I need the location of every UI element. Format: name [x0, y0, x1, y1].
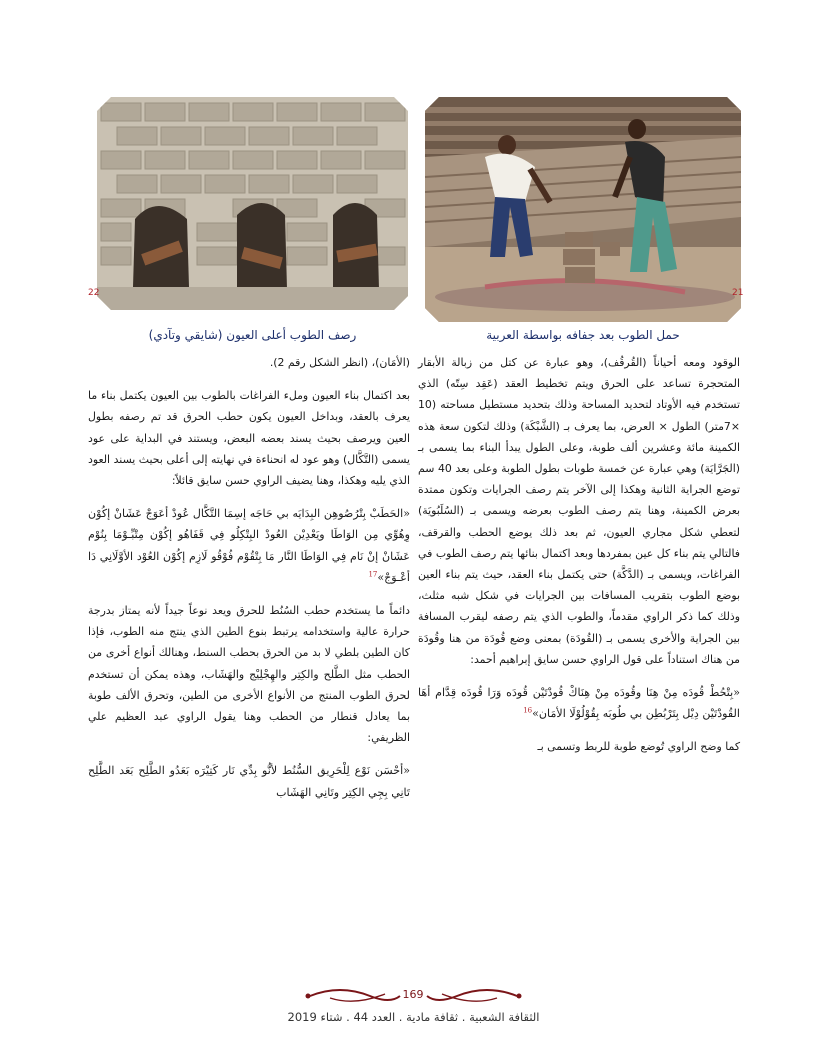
page-number: 169: [402, 988, 424, 1001]
right-poem-text: «بِتْحُطْ قُودَه مِنْ هِنَا وقُودَه مِنْ هِنَاكْ قُودْتَيْن قُودَه وَرَا قُودَه قِدَّام أهَا القُودْتَيْن دِيْل بِتَرْبُطِن بي طُوبَه بِقُوْلُوْلَا الأمَان»: [418, 686, 740, 721]
left-poem-quote-2: «أحْسَن نَوْع لِلْحَرِيق السُّنُط لأنُّو بِدِّي نَار كَتِيْرَه بَعَدُو الطَّلِح بَعَد الطَّلِح تَانِي بِجِي الكِتِر وتَانِي الهَشَاب: [88, 764, 410, 799]
left-paragraph-1: (الأمَان)، (انظر الشكل رقم 2).: [269, 356, 410, 369]
left-poem-1-text: «الحَطَبْ بِتْرُصُوهِن البِدَايَه بي حَاجَه إسِمَا التَّكَّال عُودْ أعَوَجْ عَشَانْ إكُوْن وِهُوِّي مِن الوَاطَا ويَعْدِيْن العُودْ البِتْكِلُو فِي قَفَاهُو إكُوْن مِتْبِّـوْمَا بِنُوْم عَشَانْ إنْ نَام فِي الوَاطَا النَّار مَا بِتْقُوْم فُوْقُو لَازِم إكُوْن العُوْد الأوَّلَانِي دَا أعْـوَجْ»: [88, 507, 410, 584]
right-text-column: [418, 352, 740, 758]
brick-kiln-image: [97, 97, 408, 310]
left-paragraph-3: دائماً ما يستخدم حطب السُنُط للحرق ويعد نوعاً جيداً لأنه يمتاز بدرجة حرارة عالية واستخدامه يرتبط بنوع الطين الذي ينتج منه الطوب، فإذا كان الطين بلطي لا بد من الحرق بحطب السنط، وهنالك أنواع أخرى من الحطب مثل الطَّلح والكِتِر والهِجْلِيْج والهَشَاب، وهذه يمكن أن تستخدم لحرق الطوب المنتج من الأنواع الأخرى من الطين، وتحرق الألف طوبة بما يعادل قنطار من الحطب وهنا يقول الراوي عبد العظيم علي الظريفي:: [88, 604, 410, 745]
figure-21-caption: حمل الطوب بعد جفافه بواسطة العربية: [486, 328, 680, 342]
right-poem-quote: [418, 682, 740, 724]
footer-publication-line: الثقافة الشعبية . ثقافة مادية . العدد 44 . شتاء 2019: [287, 1010, 540, 1024]
left-paragraph-2: بعد اكتمال بناء العيون وملء الفراغات بالطوب بين العيون يكتمل بناء ما يعرف بالعقد، وبداخل العيون يكون حطب الحرق قد تم رصفه بطول العين ويرصف بحيث يسند بعضه البعض، ويستند في البداية على عود يسمى (التَّكَّال) وهو عود له انحناءة في نهايته إلى أعلى بحيث يسند العود الذي يليه وهكذا، وهنا يضيف الراوي حسن سايق قائلاً:: [88, 389, 410, 488]
left-text-column: [88, 352, 410, 803]
left-poem-quote-1: [88, 503, 410, 588]
figure-22-number: 22: [88, 288, 100, 298]
right-paragraph-1: الوقود ومعه أحياناً (القُرقُف)، وهو عبارة عن كتل من زبالة الأبقار المتحجرة تساعد على الحرق ويتم تخطيط العقد (عَقِد سِتّه) الذي تستخدم فيه الأوتاد لتحديد المساحة وذلك بتحديد مستطيل مساحته (10 ×7متر) الطول × العرض، بما يعرف بـ (الشَّبْكَة) وذلك لتكون سعة هذه الكمينة مائة وعشرين ألف طوبة، وعلى الطول يبدأ البناء بما يسمى بـ (الجَرَّايَة) وهي عبارة عن خمسة طوبات بطول الطوبة وعلى بعد 40 سم توضع الجراية الثانية وهكذا إلى الآخر يتم رصف الجرايات وتكون ممتدة بعرض الكمينة، وهنا يتم رصف الطوب بعرضه ويسمى بـ (السُلَبُويَة) لتعطي شكل مجاري العيون، ثم بعد ذلك يوضع الحطب والقرقف، فالتالي يتم بناء كل عين بمفردها وبعد اكتمال بنائها يتم رصف الطوب في الفراغات، ويسمى بـ (الدَّكَّة) حتى يكتمل بناء العقد، حيث يتم بناء العين بوضع الطوب بتقريب المسافات بين الجرايات في شكل شبه مثلث، وذلك كما ذكر الراوي مقدماً، والطوب الذي يتم رصفه ليقرب المسافة بين الجراية والأخرى يسمى بـ (القُودَة) بمعنى وضع قُودَة من هنا وقُودَة من هناك استناداً على قول الراوي حسن سايق إبراهيم أحمد:: [418, 356, 740, 666]
brick-carrying-image: [425, 97, 744, 322]
figure-22-caption: رصف الطوب أعلى العيون (شايقي وتآدي): [148, 328, 357, 342]
footnote-ref-17: 17: [368, 570, 378, 579]
figure-22-photo: [97, 97, 408, 310]
figure-21-photo: [425, 97, 744, 322]
figure-21-number: 21: [732, 288, 744, 298]
right-paragraph-2: كما وضح الراوي تُوضع طوبة للربط وتسمى بـ: [537, 740, 740, 754]
footnote-ref-16: 16: [523, 706, 533, 715]
